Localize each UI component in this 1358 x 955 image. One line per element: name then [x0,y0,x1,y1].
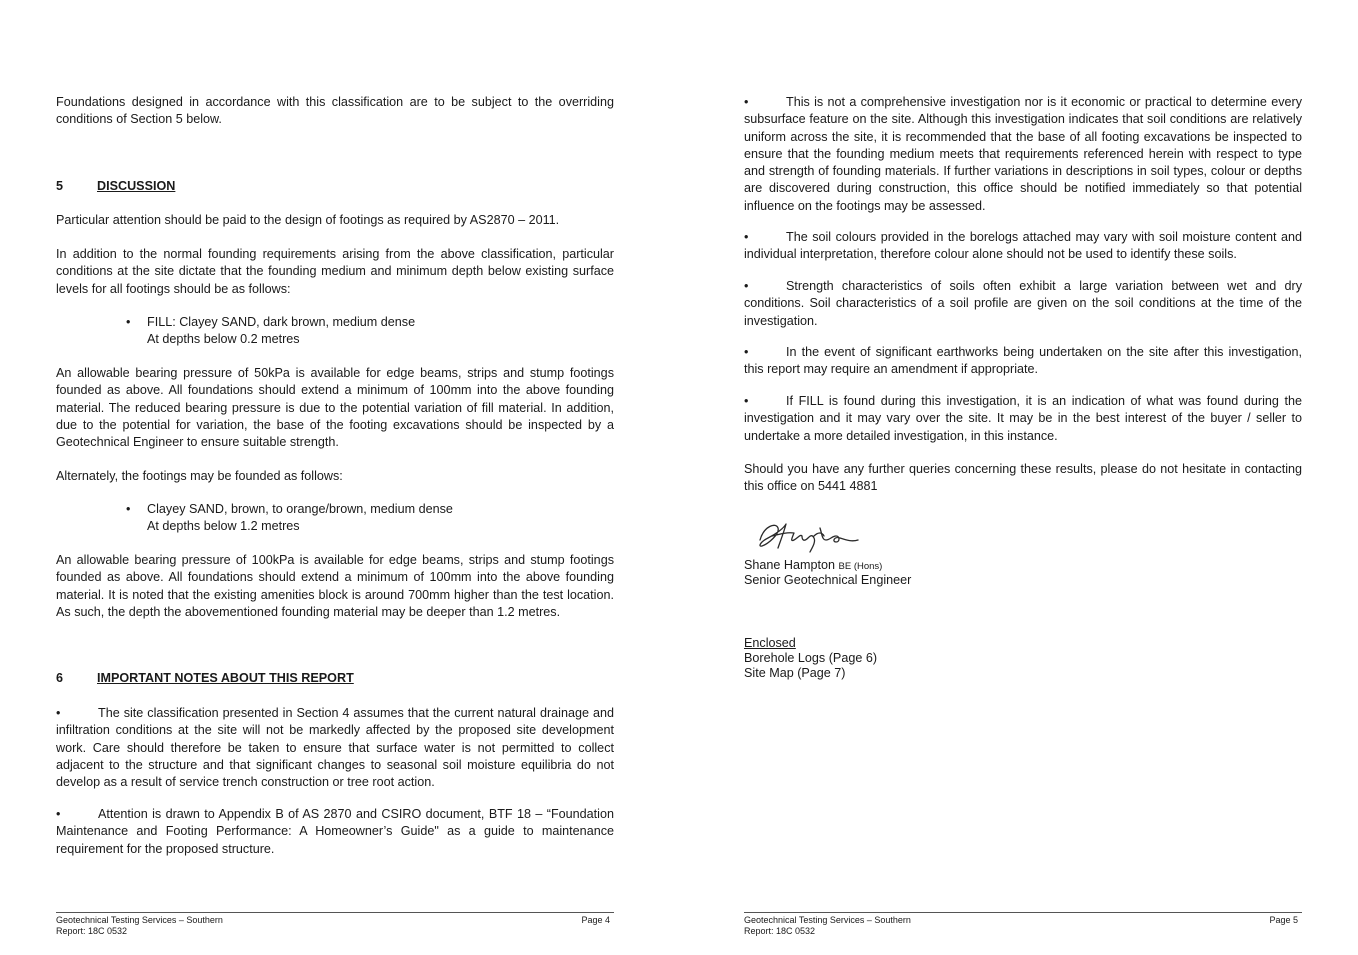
footer-company: Geotechnical Testing Services – Southern [56,915,223,925]
footer-text [56,915,223,937]
footer-text [744,915,911,937]
footer-company: Geotechnical Testing Services – Southern [744,915,911,925]
bullet-dot: • [744,279,749,293]
closing-paragraph: Should you have any further queries concerning these results, please do not hesitate in contacting this office on 5441 4881 [744,462,1302,494]
page-footer [744,912,1302,936]
page-number: Page 4 [581,915,610,925]
section-title: IMPORTANT NOTES ABOUT THIS REPORT [97,671,354,685]
important-note-4 [744,229,1302,264]
discussion-paragraph-4: Alternately, the footings may be founded as follows: [56,469,343,483]
important-note-3 [744,94,1302,215]
section-6-heading [56,671,354,685]
important-note-6 [744,344,1302,379]
note-text: This is not a comprehensive investigation nor is it economic or practical to determine every subsurface feature on the site. Although this investigation indicates that soil conditions are relatively uniform across the site, it is recommended that the base of all footing excavations be inspected to ensure that the founding medium meets that requirements referenced herein with respect to type and strength of founding materials. If further variations in descriptions in soil types, colour or depths are discovered during construction, this office should be notified immediately so that potential influence on the footings may be assessed. [744,95,1302,213]
section-number: 5 [56,179,64,193]
bullet-dot: • [744,230,749,244]
section-5-heading [56,179,175,193]
bullet-dot: • [56,807,61,821]
footer-report: Report: 18C 0532 [56,926,128,936]
intro-paragraph: Foundations designed in accordance with this classification are to be subject to the overriding conditions of Section 5 below. [56,95,614,127]
enclosed-item: Borehole Logs (Page 6) [744,651,878,665]
footer-report: Report: 18C 0532 [744,926,816,936]
section-number: 6 [56,671,64,685]
bullet-line-2: At depths below 0.2 metres [147,332,300,346]
signer-name-line [744,558,882,574]
bullet-line-2: At depths below 1.2 metres [147,519,300,533]
bullet-dot: • [56,706,61,720]
note-text: In the event of significant earthworks being undertaken on the site after this investigation, this report may require an amendment if appropriate. [744,345,1302,377]
note-text: The soil colours provided in the borelogs attached may vary with soil moisture content and individual interpretation, therefore colour alone should not be used to identify these soils. [744,230,1302,262]
signer-title: Senior Geotechnical Engineer [744,573,912,587]
important-note-1 [56,705,614,791]
signer-name: Shane Hampton [744,558,836,572]
right-page [744,0,1302,955]
signer-qualifications: BE (Hons) [838,561,883,572]
left-page [56,0,614,955]
bullet-dot: • [126,502,131,516]
bullet-dot: • [126,315,131,329]
note-text: The site classification presented in Section 4 assumes that the current natural drainage and infiltration conditions at the site will not be markedly affected by the proposed site development work. Care should therefore be taken to ensure that surface water is not permitted to collect adjacent to the structure and that significant changes to seasonal soil moisture equilibria do not develop as a result of service trench construction or tree root action. [56,706,614,790]
important-note-5 [744,278,1302,330]
bullet-dot: • [744,394,749,408]
discussion-paragraph-3: An allowable bearing pressure of 50kPa is available for edge beams, strips and stump footings founded as above. All foundations should extend a minimum of 100mm into the above founding material. The reduced bearing pressure is due to the potential variation of fill material. In addition, due to the potential for variation, the base of the footing excavations should be inspected by a Geotechnical Engineer to ensure suitable strength. [56,366,614,450]
note-text: Strength characteristics of soils often exhibit a large variation between wet and dry conditions. Soil characteristics of a soil profile are given on the soil conditions at the time of the investigation. [744,279,1302,328]
section-title: DISCUSSION [97,179,176,193]
enclosed-item: Site Map (Page 7) [744,666,846,680]
important-note-7 [744,393,1302,445]
bullet-dot: • [744,95,749,109]
page-footer [56,912,614,936]
note-text: Attention is drawn to Appendix B of AS 2870 and CSIRO document, BTF 18 – “Foundation Maintenance and Footing Performance: A Homeowner’s Guide" as a guide to maintenance requirement for the proposed structure. [56,807,614,856]
enclosed-heading: Enclosed [744,636,796,650]
bullet-line-1: Clayey SAND, brown, to orange/brown, medium dense [147,502,453,516]
bullet-line-1: FILL: Clayey SAND, dark brown, medium dense [147,315,416,329]
discussion-paragraph-1: Particular attention should be paid to the design of footings as required by AS2870 – 2011. [56,213,560,227]
important-note-2 [56,806,614,858]
page-number: Page 5 [1269,915,1298,925]
discussion-paragraph-5: An allowable bearing pressure of 100kPa is available for edge beams, strips and stump footings founded as above. All foundations should extend a minimum of 100mm into the above founding material. It is noted that the existing amenities block is around 700mm higher than the test location. As such, the depth the abovementioned founding material may be deeper than 1.2 metres. [56,553,614,619]
bullet-dot: • [744,345,749,359]
note-text: If FILL is found during this investigation, it is an indication of what was found during the investigation and it may vary over the site. It may be in the best interest of the buyer / seller to undertake a more detailed investigation, in this instance. [744,394,1302,443]
signature-drawing [754,518,864,554]
signature [754,518,864,554]
discussion-paragraph-2: In addition to the normal founding requirements arising from the above classification, particular conditions at the site dictate that the founding medium and minimum depth below existing surface levels for all footings should be as follows: [56,247,614,296]
